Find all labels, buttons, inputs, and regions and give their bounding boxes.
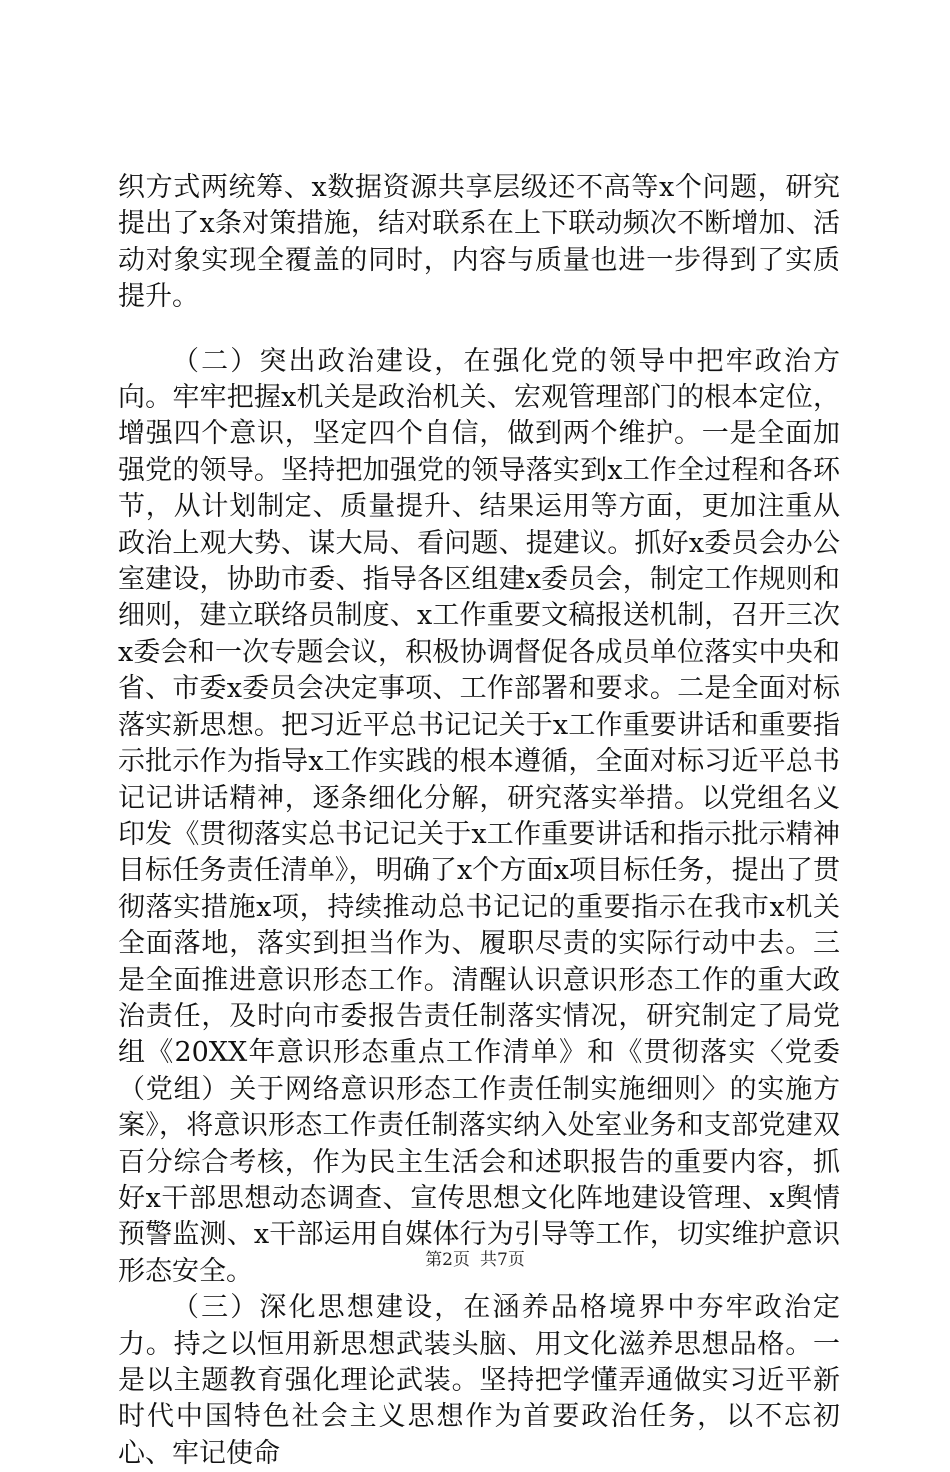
paragraph-section-two: （二）突出政治建设，在强化党的领导中把牢政治方向。牢牢把握x机关是政治机关、宏观管理部门的根本定位，增强四个意识，坚定四个自信，做到两个维护。一是全面加强党的领导。坚持把加强党的领导落实到x工作全过程和各环节，从计划制定、质量提升、结果运用等方面，更加注重从政治上观大势、谋大局、看问题、提建议。抓好x委员会办公室建设，协助市委、指导各区组建x委员会，制定工作规则和细则，建立联络员制度、x工作重要文稿报送机制，召开三次x委会和一次专题会议，积极协调督促各成员单位落实中央和省、市委x委员会决定事项、工作部署和要求。二是全面对标落实新思想。把习近平总书记记关于x工作重要讲话和重要指示批示作为指导x工作实践的根本遵循，全面对标习近平总书记记讲话精神，逐条细化分解，研究落实举措。以党组名义印发《贯彻落实总书记记关于x工作重要讲话和指示批示精神目标任务责任清单》，明确了x个方面x项目标任务，提出了贯彻落实措施x项，持续推动总书记记的重要指示在我市x机关全面落地，落实到担当作为、履职尽责的实际行动中去。三是全面推进意识形态工作。清醒认识意识形态工作的重大政治责任，及时向市委报告责任制落实情况，研究制定了局党组《20XX年意识形态重点工作清单》和《贯彻落实〈党委（党组）关于网络意识形态工作责任制实施细则〉的实施方案》，将意识形态工作责任制落实纳入处室业务和支部党建双百分综合考核，作为民主生活会和述职报告的重要内容，抓好x干部思想动态调查、宣传思想文化阵地建设管理、x舆情预警监测、x干部运用自媒体行为引导等工作，切实维护意识形态安全。 (118, 345, 840, 1287)
paragraph-section-three: （三）深化思想建设，在涵养品格境界中夯牢政治定力。持之以恒用新思想武装头脑、用文化滋养思想品格。一是以主题教育强化理论武装。坚持把学懂弄通做实习近平新时代中国特色社会主义思想作为首要政治任务，以不忘初心、牢记使命 (118, 1292, 840, 1469)
page-total: 共7页 (480, 1250, 525, 1270)
paragraph-continuation: 织方式两统筹、x数据资源共享层级还不高等x个问题，研究提出了x条对策措施，结对联系在上下联动频次不断增加、活动对象实现全覆盖的同时，内容与质量也进一步得到了实质提升。 (118, 172, 840, 313)
page-footer (0, 1245, 950, 1270)
page-number: 第2页 (425, 1250, 470, 1270)
document-body (118, 170, 840, 1472)
